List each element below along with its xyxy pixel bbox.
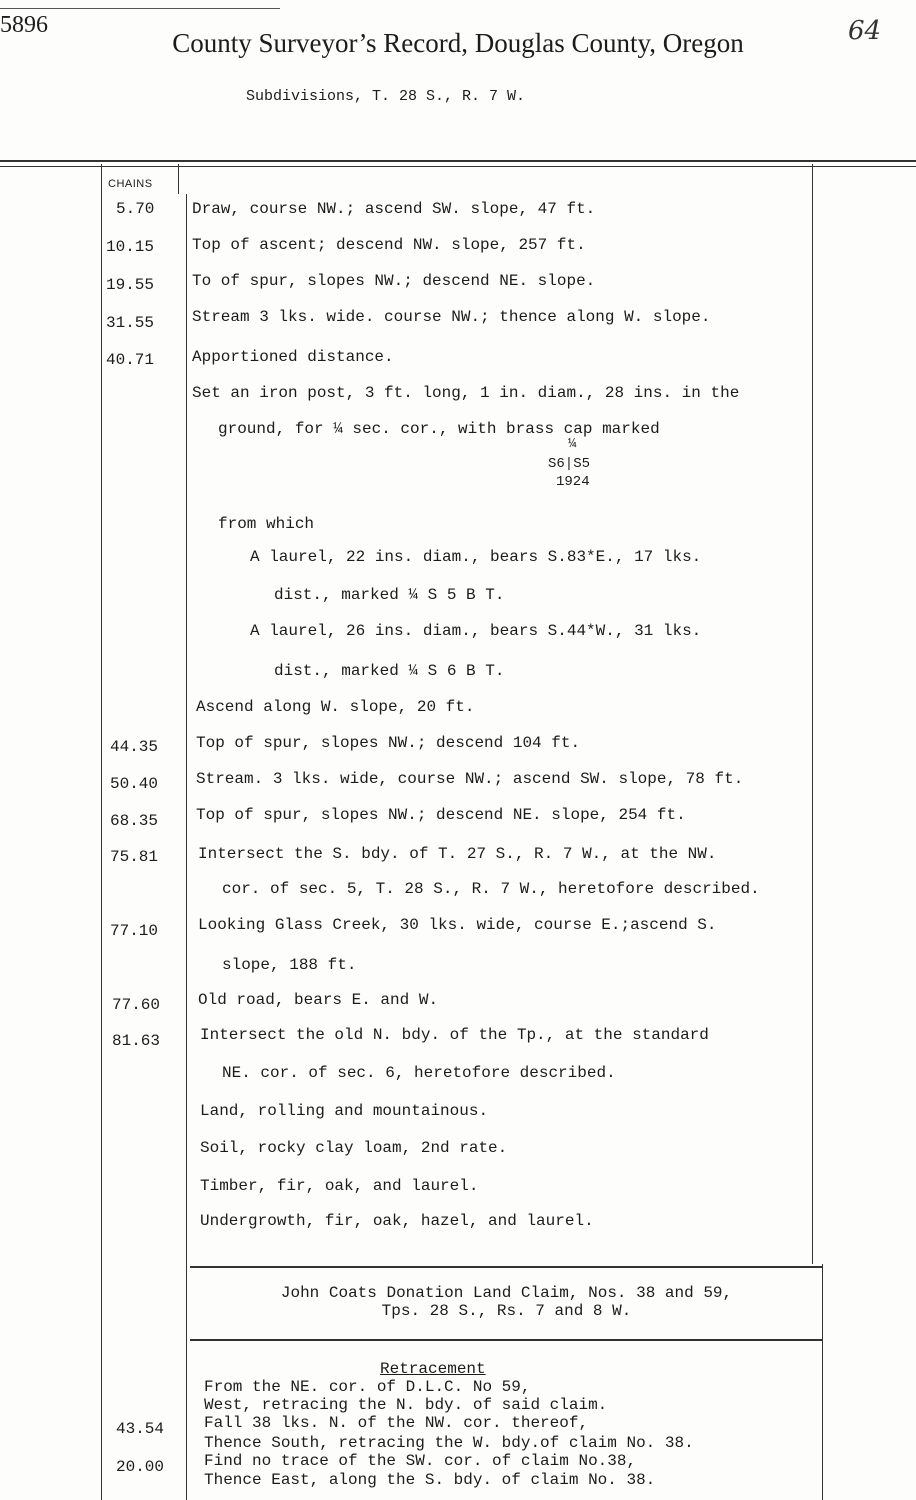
chains-column-border xyxy=(186,194,187,1500)
entry-text-continued: cor. of sec. 5, T. 28 S., R. 7 W., heretofore described. xyxy=(222,880,760,898)
chain-value: 75.81 xyxy=(110,848,159,866)
chain-value: 5.70 xyxy=(116,200,155,218)
chains-header-border xyxy=(178,164,179,194)
chain-value: 31.55 xyxy=(106,314,155,332)
bearing-tree-1-detail: dist., marked ¼ S 5 B T. xyxy=(274,586,505,604)
entry-text: Intersect the old N. bdy. of the Tp., at the standard xyxy=(200,1026,709,1044)
page-number: 5896 xyxy=(0,12,48,38)
entry-text-continued: slope, 188 ft. xyxy=(222,956,357,974)
page-title: County Surveyor’s Record, Douglas County, Oregon xyxy=(172,28,744,58)
retracement-line: Thence South, retracing the W. bdy.of claim No. 38. xyxy=(204,1434,694,1452)
entry-text-continued: NE. cor. of sec. 6, heretofore described. xyxy=(222,1064,616,1082)
entry-text: Stream 3 lks. wide. course NW.; thence along W. slope. xyxy=(192,308,711,326)
entry-text: Intersect the S. bdy. of T. 27 S., R. 7 W., at the NW. xyxy=(198,845,717,863)
entry-text: Draw, course NW.; ascend SW. slope, 47 ft. xyxy=(192,200,596,218)
entry-text: Looking Glass Creek, 30 lks. wide, course E.;ascend S. xyxy=(198,916,717,934)
retracement-heading: Retracement xyxy=(380,1360,486,1378)
entry-text: Old road, bears E. and W. xyxy=(198,991,439,1009)
entry-text: Apportioned distance. xyxy=(192,348,394,366)
retracement-line: From the NE. cor. of D.L.C. No 59, xyxy=(204,1378,531,1396)
left-column-border xyxy=(101,164,102,1500)
top-rule xyxy=(0,8,280,9)
from-which: from which xyxy=(218,515,315,533)
bearing-tree-1: A laurel, 22 ins. diam., bears S.83*E., 17 lks. xyxy=(250,548,702,566)
claim-rule-top xyxy=(190,1266,823,1268)
ascend-note: Ascend along W. slope, 20 ft. xyxy=(196,698,475,716)
chain-value: 77.60 xyxy=(112,996,161,1014)
entry-text: Stream. 3 lks. wide, course NW.; ascend SW. slope, 78 ft. xyxy=(196,770,744,788)
claim-rule-bottom xyxy=(190,1339,823,1341)
chain-value: 68.35 xyxy=(110,812,159,830)
header-rule xyxy=(0,160,916,167)
handwritten-page-number: 64 xyxy=(848,16,882,46)
chain-value: 19.55 xyxy=(106,276,155,294)
chain-value: 43.54 xyxy=(116,1420,165,1438)
chain-value: 50.40 xyxy=(110,775,159,793)
entry-text: Top of spur, slopes NW.; descend NE. slope, 254 ft. xyxy=(196,806,686,824)
bearing-tree-2-detail: dist., marked ¼ S 6 B T. xyxy=(274,662,505,680)
chain-value: 81.63 xyxy=(112,1032,161,1050)
retracement-line: Fall 38 lks. N. of the NW. cor. thereof, xyxy=(204,1414,589,1432)
summary-land: Land, rolling and mountainous. xyxy=(200,1102,489,1120)
chain-value: 40.71 xyxy=(106,351,155,369)
post-line-2: ground, for ¼ sec. cor., with brass cap marked xyxy=(218,420,660,438)
post-line-1: Set an iron post, 3 ft. long, 1 in. diam., 28 ins. in the xyxy=(192,384,740,402)
retracement-line: Find no trace of the SW. cor. of claim No.38, xyxy=(204,1452,637,1470)
cap-fraction: ¼ xyxy=(568,436,577,452)
chain-value: 77.10 xyxy=(110,922,159,940)
right-column-border xyxy=(812,164,813,1264)
summary-undergrowth: Undergrowth, fir, oak, hazel, and laurel. xyxy=(200,1212,594,1230)
entry-text: Top of ascent; descend NW. slope, 257 ft. xyxy=(192,236,586,254)
cap-marking: S6|S5 xyxy=(548,456,591,472)
claim-heading-line-2: Tps. 28 S., Rs. 7 and 8 W. xyxy=(381,1302,632,1320)
retracement-line: Thence East, along the S. bdy. of claim No. 38. xyxy=(204,1471,656,1489)
cap-year: 1924 xyxy=(556,474,590,490)
entry-text: Top of spur, slopes NW.; descend 104 ft. xyxy=(196,734,581,752)
bearing-tree-2: A laurel, 26 ins. diam., bears S.44*W., 31 lks. xyxy=(250,622,702,640)
chain-value: 20.00 xyxy=(116,1458,165,1476)
summary-timber: Timber, fir, oak, and laurel. xyxy=(200,1177,479,1195)
entry-text: To of spur, slopes NW.; descend NE. slope. xyxy=(192,272,596,290)
claim-heading-line-1: John Coats Donation Land Claim, Nos. 38 and 59, xyxy=(280,1284,733,1302)
retracement-line: West, retracing the N. bdy. of said claim. xyxy=(204,1396,608,1414)
summary-soil: Soil, rocky clay loam, 2nd rate. xyxy=(200,1139,508,1157)
page-subtitle: Subdivisions, T. 28 S., R. 7 W. xyxy=(246,88,526,105)
chain-value: 10.15 xyxy=(106,238,155,256)
chain-value: 44.35 xyxy=(110,738,159,756)
chains-header: CHAINS xyxy=(108,178,153,190)
